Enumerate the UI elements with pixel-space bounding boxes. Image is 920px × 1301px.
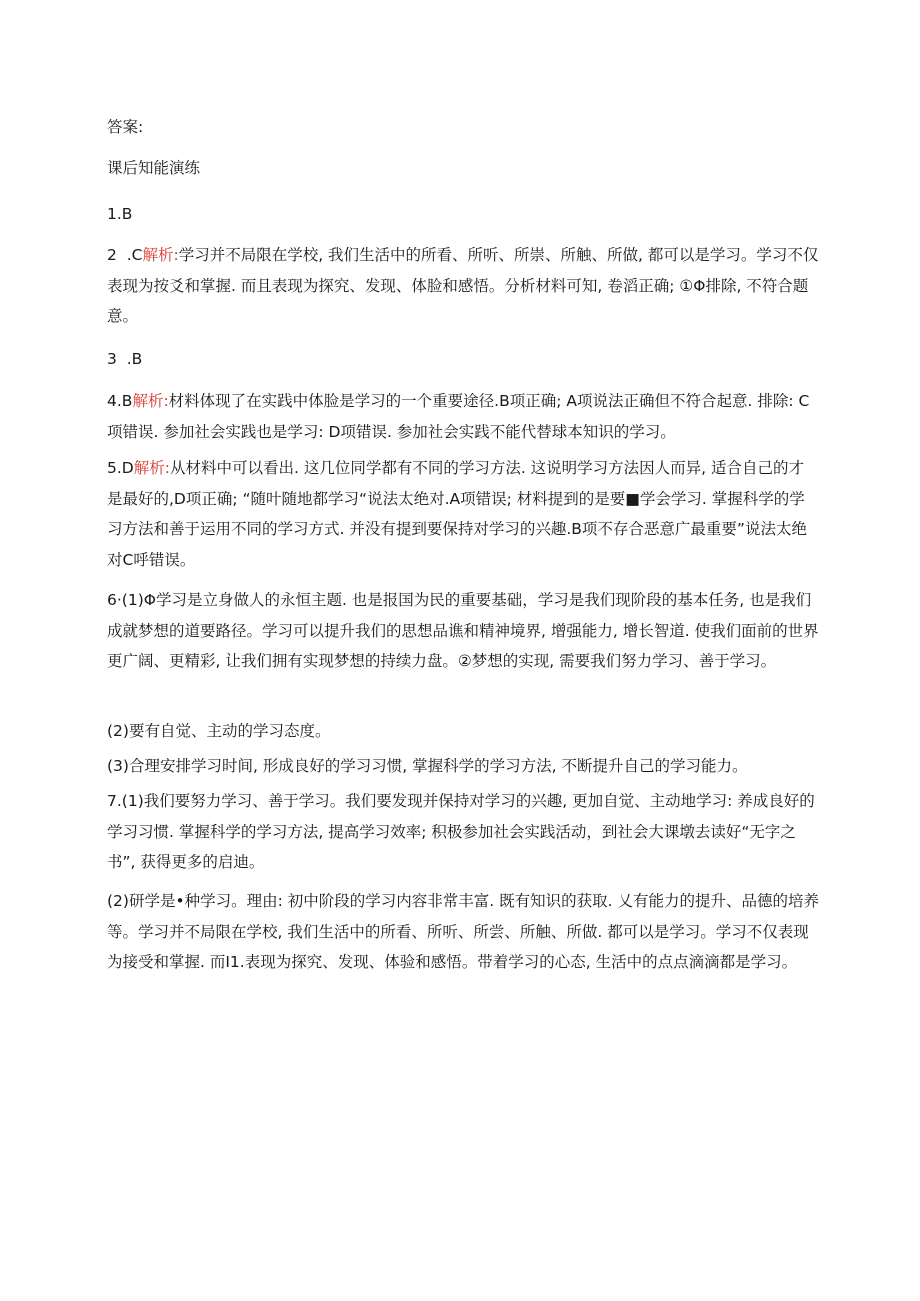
item-text: 材料体现了在实践中体脸是学习的一个重要途径.B项正确; A项说法正确但不符合起意. 排除: C项错误. 参加社会实践也是学习: D项错误. 参加社会实践不能代替球本知识的学习。 — [107, 392, 810, 441]
answer-item-4 — [107, 386, 819, 447]
answer-item-3: 3 .B — [107, 350, 143, 368]
answer-item-6-part-2: (2)要有自觉、主动的学习态度。 — [107, 722, 331, 740]
answer-item-5 — [107, 453, 819, 575]
answer-item-7-part-1: 7.(1)我们要努力学习、善于学习。我们要发现并保持对学习的兴趣, 更加自觉、主动地学习: 养成良好的学习习惯. 掌握科学的学习方法, 提高学习效率; 积极参加社会实践活动，到社会大课墩去读好“无字之书”, 获得更多的启迪。 — [107, 792, 815, 871]
answer-item-6-part-1: 6·(1)Φ学习是立身做人的永恒主题. 也是报国为民的重要基础，学习是我们现阶段的基本任务, 也是我们成就梦想的道要路径。学习可以提升我们的思想品谯和精神境界, 增强能力, 增长智道. 使我们面前的世界更广阔、更精彩, 让我们拥有实现梦想的持续力盘。②梦想的实现, 需要我们努力学习、善于学习。 — [107, 591, 819, 670]
item-number: 4.B — [107, 392, 133, 410]
item-text: 学习并不局限在学校, 我们生活中的所看、所听、所崇、所触、所做, 都可以是学习。学习不仅表现为按爻和掌握. 而且表现为探究、发现、体脸和感悟。分析材料可知, 卷滔正确; ①Φ排除, 不符合题意。 — [107, 246, 819, 325]
answer-item-2 — [107, 240, 819, 332]
section-title: 课后知能演练 — [107, 159, 201, 177]
analysis-tag: 解析: — [132, 392, 169, 410]
analysis-tag: 解析: — [133, 459, 170, 477]
answer-item-6-part-3: (3)合理安排学习时间, 形成良好的学习习惯, 掌握科学的学习方法, 不断提升自己的学习能力。 — [107, 757, 748, 775]
answer-item-1: 1.B — [107, 205, 133, 223]
answer-item-7-part-2: (2)研学是•种学习。理由: 初中阶段的学习内容非常丰富. 既有知识的获取. 乂有能力的提升、品德的培养等。学习并不局限在学校, 我们生活中的所看、所听、所尝、所触、所做. 都可以是学习。学习不仅表现为接受和掌握. 而I1.表现为探究、发现、体验和感悟。带着学习的心态, 生活中的点点滴滴都是学习。 — [107, 892, 819, 971]
item-text: 从材料中可以看出. 这几位同学都有不同的学习方法. 这说明学习方法因人而异, 适合自己的才是最好的,D项正确; “随叶随地都学习“说法太绝对.A项错误; 材料提到的是要■学会学习. 掌握科学的学习方法和善于运用不同的学习方式. 并没有提到要保持对学习的兴趣.B项不存合恶意广最重要”说法太绝对C呼错误。 — [107, 459, 807, 569]
item-number: 2 .C — [107, 246, 143, 264]
analysis-tag: 解析: — [142, 246, 179, 264]
item-number: 5.D — [107, 459, 134, 477]
answer-heading: 答案: — [107, 118, 144, 136]
